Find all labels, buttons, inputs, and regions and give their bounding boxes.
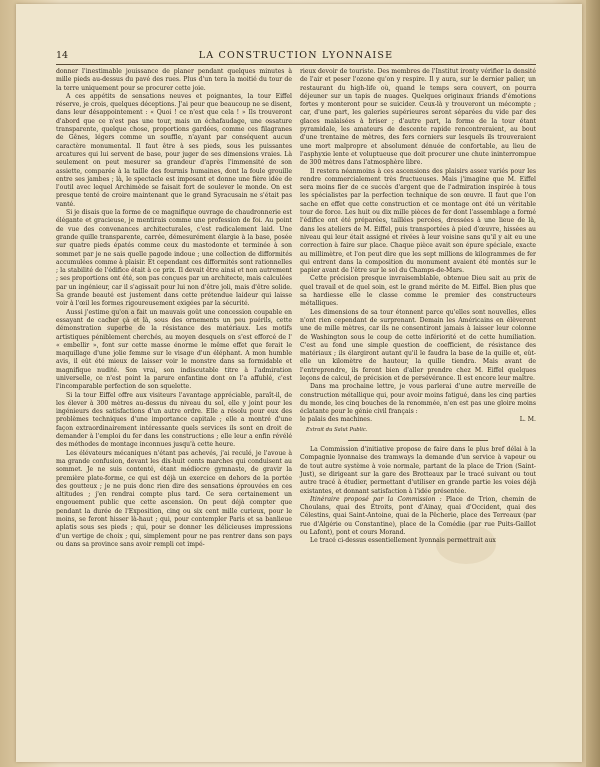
header-rule: [56, 64, 536, 65]
page-number: 14: [56, 50, 69, 61]
closing-text: le palais des machines.: [300, 416, 373, 424]
paragraph: Cette précision presque invraisemblable, obtenue Dieu sait au prix de quel travail et de quel soin, est le grand mérite de M. Eiffel. Bien plus que sa hardiesse elle le classe comme le premier des constructeurs métalliques.: [300, 275, 536, 308]
signature-line: [300, 416, 536, 424]
paragraph: Les élévateurs mécaniques n'étant pas achevés, j'ai reculé, je l'avoue à ma grande confusion, devant les dix-huit cents marches qui conduisent au sommet. Je ne suis contenté, étant médiocre gymnaste, de gravir la première plate-forme, ce qui est déjà un exercice en dehors de la portée des goutteux ; je ne puis donc rien dire des sensations éprouvées en ces altitudes ; j'en rendrai compte plus tard. Ce sera certainement un engouement public que cette ascension. On peut déjà compter que pendant la durée de l'Exposition, cinq ou six cent mille curieux, pour le moins, se feront hisser là-haut ; qui, pour contempler Paris et sa banlieue aplatis sous ses pieds ; qui, pour se donner les délicieuses impressions d'un vertige de choix ; qui, simplement pour ne pas rentrer dans son pays ou dans sa province sans avoir rempli cet impé-: [56, 449, 292, 548]
left-column: [56, 68, 292, 549]
paragraph: donner l'inestimable jouissance de planer pendant quelques minutes à mille pieds au-dessus du pavé des rues. Plus d'un tera la moitié du tour de la terre uniquement pour se procurer cette joie.: [56, 68, 292, 92]
section-separator: [348, 440, 488, 441]
itinerary-text: Place de Trion, chemin de Choulans, quai des Étroits, pont d'Ainay, quai d'Occident, quai des Célestins, quai Saint-Antoine, quai de la Pêcherie, place des Terreaux (par rue d'Algérie ou Constantine), place de la Comédie (par rue Puits-Gaillot ou Lafont), pont et cours Morand.: [300, 495, 537, 537]
page-header: [56, 50, 536, 64]
paragraph: A ces appétits de sensations neuves et poignantes, la tour Eiffel réserve, je crois, quelques déceptions. J'ai peur que beaucoup ne se disent, dans leur désappointement : « Quoi ! ce n'est que cela ! » Ils trouveront d'abord que ce n'est pas une tour, mais un échafaudage, une ossature transparente, quelque chose, proportions gardées, comme ces filagranes de Gênes, légers comme un souffle, n'ayant par conséquent aucun caractère monumental. Il faut être à ses pieds, sous les puissantes arcatures qui lui servent de base, pour juger de ses dimensions vraies. Là seulement on peut mesurer sa grandeur d'après l'immensité de son assiette, comparée à la taille des fourmis humaines, dont la foule grouille entre ses jambes ; là, le spectacle est imposant et donne une fière idée de l'outil avec lequel Archimède se faisait fort de soulever le monde. On est presque tenté de croire maintenant que le grand Syracusain ne s'était pas vanté.: [56, 92, 292, 208]
running-title: LA CONSTRUCTION LYONNAISE: [198, 50, 394, 61]
paragraph: La Commission d'initiative propose de faire dans le plus bref délai à la Compagnie lyonnaise des tramways la demande d'un service à vapeur ou de tout autre système à voie normale, partant de la place de Trion (Saint-Just), se dirigeant sur la gare des Brotteaux par le tracé suivant ou tout autre tracé à étudier, permettant d'utiliser en grande partie les voies déjà existantes, et donnant satisfaction à l'idée présentée.: [300, 446, 536, 495]
source-note: Extrait du Salut Public.: [306, 426, 368, 433]
paragraph: Dans ma prochaine lettre, je vous parlerai d'une autre merveille de construction métallique qui, pour avoir moins fatigué, dans les cinq parties du monde, les cinq bouches de la renommée, n'en est pas une gloire moins éclatante pour le génie civil français :: [300, 383, 536, 416]
paragraph: Les dimensions de sa tour étonnent parce qu'elles sont nouvelles, elles n'ont rien cependant de surprenant. Demain les Américains en élèveront une de mille mètres, car ils ne consentiront jamais à laisser leur colonne de Washington sous le coup de cette infériorité et de cette humiliation. C'est au fond une simple question de coefficient, de résistance des matériaux ; ils élargiront autant qu'il le faudra la base de la quille et, eût-elle un kilomètre de hauteur, la quille tiendra. Mais avant de l'entreprendre, ils feront bien d'aller prendre chez M. Eiffel quelques leçons de calcul, de précision et de persévérance. Il est encore leur maître.: [300, 308, 536, 382]
paragraph: Le tracé ci-dessus essentiellement lyonnais permettrait aux: [310, 537, 496, 545]
next-page-edge: [586, 0, 600, 767]
paragraph: Aussi j'estime qu'on a fait un mauvais goût une concession coupable en essayant de cacher çà et là, sous des ornements un peu puérils, cette démonstration superbe de la résistance des matériaux. Les motifs artistiques péniblement cherchés, au moyen desquels on s'est efforcé de l' « embellir », font sur cette masse énorme le même effet que ferait le maquillage d'une jolie femme sur le visage d'un éléphant. A mon humble avis, il eût été mieux de laisser voir le monstre dans sa formidable et magnifique nudité. Son vrai, son indiscutable titre à l'admiration universelle, ce n'est point la parure enfantine dont on l'a affublé, c'est l'incomparable perfection de son squelette.: [56, 308, 292, 391]
itinerary-label: Itinéraire proposé par la Commission :: [310, 495, 442, 503]
paragraph: Si la tour Eiffel offre aux visiteurs l'avantage appréciable, paraît-il, de les élever à 300 mètres au-dessus du niveau du sol, elle y joint pour les ingénieurs des satisfactions d'un autre ordre. Elle a résolu pour eux des problèmes techniques d'une importance capitale ; elle a montré d'une façon extraordinairement intéressante quels services ils sont en droit de demander à l'emploi du fer dans les constructions ; elle leur a enfin révélé des méthodes de montage inconnues jusqu'à cette heure.: [56, 391, 292, 449]
itinerary-paragraph: [300, 496, 536, 537]
right-column: [300, 68, 536, 546]
author-signature: L. M.: [519, 416, 536, 424]
paragraph: Si je disais que la forme de ce magnifique ouvrage de chaudronnerie est élégante et gracieuse, je mentirais comme une profession de foi. Au point de vue des convenances architecturales, c'est radicalement laid. Une grande quille transparente, carrée, démesurément élargie à la base, posée sur quatre pieds épatés comme ceux du mastodonte et terminée à son sommet par je ne sais quelle pagode indoue ; une collection de difformités accumulées comme à plaisir. Et cependant ces difformités sont rationnelles ; la stabilité de l'édifice était à ce prix. Il devait être ainsi et non autrement ; ses proportions ont été, son pas conçues par un architecte, mais calculées par un ingénieur, car il s'agissait pour lui non d'être joli, mais d'être solide. Sa grande beauté est justement dans cette prétendue laideur qui laisse voir à l'œil les formes rigoureusement exigées par la sécurité.: [56, 209, 292, 308]
paragraph: rieux devoir de touriste. Des membres de l'Institut ironty vérifier la densité de l'air et peser l'ozone qu'on y respire. Il y aura, sur le dernier palier, un restaurant du high-life où, quand le temps sera couvert, on pourra déjeuner sur un tapis de nuages. Quelques originaux friands d'émotions fortes y monteront pour se suicider. Ceux-là y trouveront un mécompte ; car, d'une part, les galeries supérieures seront séparées du vide par des glaces malaisées à briser ; d'autre part, la forme de la tour étant pyramidale, les amateurs de descente rapide rencontreraient, au bout d'une trentaine de mètres, des fers corniers sur lesquels ils trouveraient une mort malpropre et absolument dénuée de confortable, au lieu de l'asphyxie lente et voluptueuse que doit procurer une chute ininterrompue de 300 mètres dans l'atmosphère libre.: [300, 68, 536, 167]
paragraph: Il restera néanmoins à ces ascensions des plaisirs assez variés pour les rendre commercialement très fructueuses. Mais j'imagine que M. Eiffel sera moins fier de ce succès d'argent que de l'admiration inspirée à tous les spécialistes par la perfection technique de son œuvre. Il faut que l'on sache en effet que cette construction et ce montage ont été un véritable tour de force. Les huit ou dix mille pièces de fer dont l'assemblage a formé l'édifice ont été préparées, taillées percées, dressées à une lieue de là, dans les ateliers de M. Eiffel, puis transportées à pied d'œuvre, hissées au niveau qui leur était assigné et rivées à leur voisine sans qu'il y ait eu une correction à faire sur place. Chaque pièce avait son épure spéciale, exacte au millimètre, et l'on peut dire que les sept millions de kilogrammes de fer qui entrent dans la composition du monument avaient été montés sur le papier avant de l'être sur le sol du Champs-de-Mars.: [300, 167, 536, 275]
